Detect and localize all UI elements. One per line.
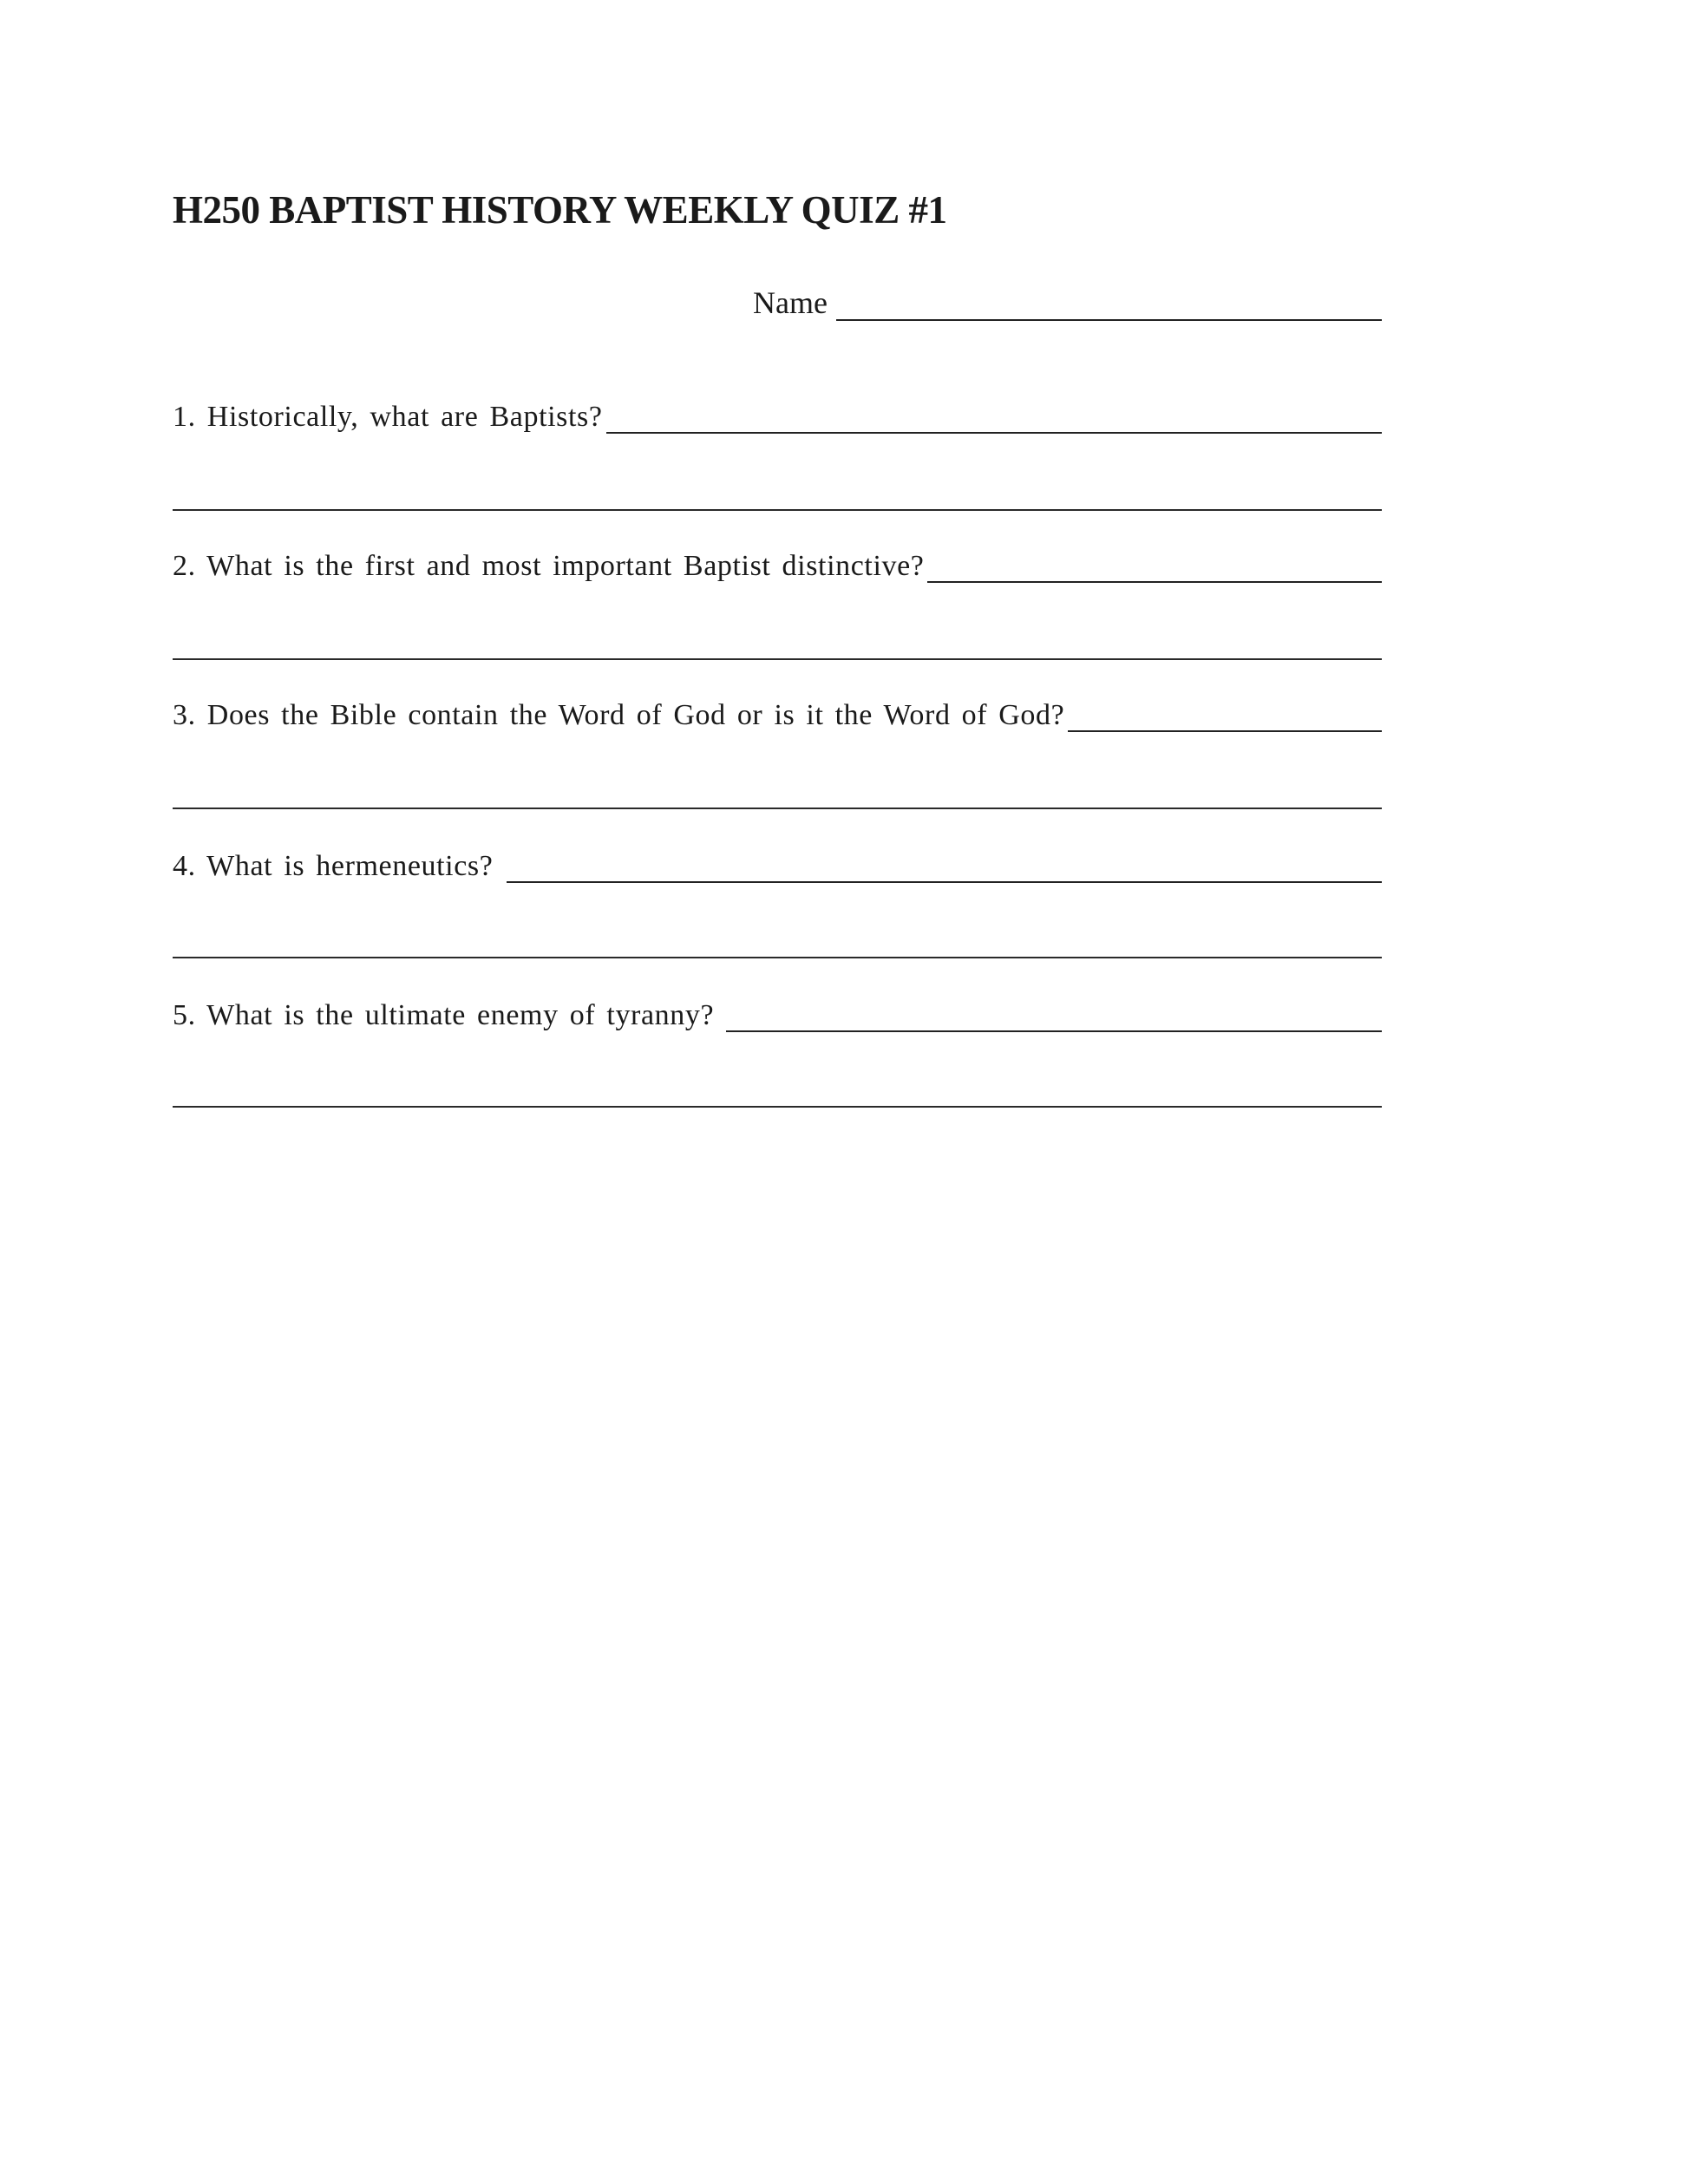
question-text: 2. What is the first and most important Baptist distinctive? xyxy=(173,550,925,582)
question-5 xyxy=(173,999,1382,1032)
name-field-row xyxy=(753,284,1382,321)
question-text: 5. What is the ultimate enemy of tyranny? xyxy=(173,999,715,1031)
quiz-title: H250 BAPTIST HISTORY WEEKLY QUIZ #1 xyxy=(173,188,947,232)
answer-line[interactable] xyxy=(173,808,1382,809)
answer-blank[interactable] xyxy=(726,1003,1382,1032)
answer-blank[interactable] xyxy=(507,853,1382,883)
question-1 xyxy=(173,401,1382,434)
answer-line[interactable] xyxy=(173,509,1382,511)
answer-line[interactable] xyxy=(173,1106,1382,1108)
name-blank[interactable] xyxy=(836,290,1382,321)
question-4 xyxy=(173,850,1382,883)
question-3 xyxy=(173,699,1382,732)
answer-blank[interactable] xyxy=(1068,703,1382,732)
answer-line[interactable] xyxy=(173,957,1382,958)
question-text: 3. Does the Bible contain the Word of God or is it the Word of God? xyxy=(173,699,1065,731)
name-label: Name xyxy=(753,285,828,320)
answer-blank[interactable] xyxy=(606,404,1382,434)
question-text: 4. What is hermeneutics? xyxy=(173,850,494,882)
question-2 xyxy=(173,550,1382,583)
answer-line[interactable] xyxy=(173,658,1382,660)
answer-blank[interactable] xyxy=(927,553,1382,583)
question-text: 1. Historically, what are Baptists? xyxy=(173,401,603,433)
